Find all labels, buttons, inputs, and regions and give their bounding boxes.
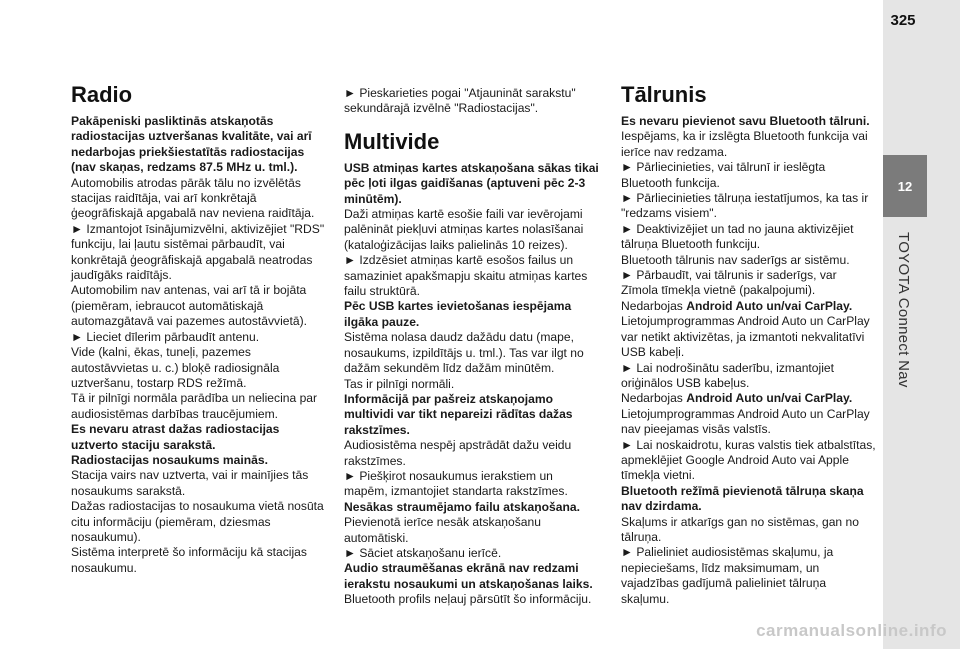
subheading: Pakāpeniski pasliktinās atskaņotās radiostacijas uztveršanas kvalitāte, vai arī nedarbojas priekšiestatītās radiostacijas (nav skaņas, redzams 87.5 MHz u. tml.).	[71, 114, 312, 175]
chapter-title: TOYOTA Connect Nav	[895, 232, 912, 388]
bold-run: Android Auto un/vai CarPlay.	[686, 391, 853, 406]
section-body-talrunis	[621, 114, 876, 607]
paragraph: ► Lieciet dīlerim pārbaudīt antenu.	[71, 329, 260, 344]
section-heading-multivide: Multivide	[344, 128, 440, 154]
paragraph-mixed	[621, 391, 876, 406]
paragraph: Iespējams, ka ir izslēgta Bluetooth funkcija vai ierīce nav redzama.	[621, 129, 868, 159]
paragraph: Vide (kalni, ēkas, tuneļi, pazemes autostāvvietas u. c.) bloķē radiosignāla uztveršanu, tostarp RDS režīmā.	[71, 345, 280, 390]
subheading: Es nevaru pievienot savu Bluetooth tālruni.	[621, 114, 870, 128]
paragraph: Bluetooth tālrunis nav saderīgs ar sistēmu.	[621, 252, 850, 267]
paragraph: ► Pārliecinieties, vai tālrunī ir ieslēgta Bluetooth funkcija.	[621, 160, 826, 190]
paragraph: Stacija vairs nav uztverta, vai ir mainījies tās nosaukums sarakstā.	[71, 468, 309, 498]
subheading: Informācijā par pašreiz atskaņojamo multividi var tikt nepareizi rādītas dažas rakstzīmes.	[344, 391, 573, 437]
paragraph: ► Pārbaudīt, vai tālrunis ir saderīgs, var Zīmola tīmekļa vietnē (pakalpojumi).	[621, 268, 837, 298]
paragraph: ► Deaktivizējiet un tad no jauna aktivizējiet tālruņa Bluetooth funkciju.	[621, 221, 854, 252]
paragraph: ► Izmantojot īsinājumizvēlni, aktivizējiet "RDS" funkciju, lai ļautu sistēmai pārbaudīt, vai konkrētajā ģeogrāfiskajā apgabalā neatrodas jaudīgāks raidītājs.	[71, 221, 325, 283]
section-body-radio-continued	[344, 86, 599, 117]
subheading: Pēc USB kartes ievietošanas iespējama ilgāka pauze.	[344, 299, 572, 329]
bold-run: Android Auto un/vai CarPlay.	[686, 298, 853, 313]
paragraph: Automobilis atrodas pārāk tālu no izvēlētās stacijas raidītāja, vai arī konkrētajā ģeogrāfiskajā apgabalā nav neviena raidītāja.	[71, 175, 315, 221]
paragraph: Skaļums ir atkarīgs gan no sistēmas, gan no tālruņa.	[621, 514, 859, 544]
paragraph: Sistēma nolasa daudz dažādu datu (mape, nosaukums, izpildītājs u. tml.). Tas var ilgt no dažām sekundēm līdz dažām minūtēm.	[344, 330, 584, 376]
paragraph: ► Pieskarieties pogai "Atjaunināt sarakstu" sekundārajā izvēlnē "Radiostacijas".	[344, 86, 576, 116]
paragraph: Lietojumprogrammas Android Auto un CarPlay var netikt aktivizētas, ja izmantoti nekvalitatīvi USB kabeļi.	[621, 314, 870, 360]
paragraph: ► Sāciet atskaņošanu ierīcē.	[344, 545, 502, 560]
section-body-radio	[71, 114, 329, 576]
paragraph: Bluetooth profils neļauj pārsūtīt šo informāciju.	[344, 592, 592, 607]
paragraph: Tā ir pilnīgi normāla parādība un neliecina par audiosistēmas darbības traucējumiem.	[71, 391, 318, 421]
paragraph: ► Pārliecinieties tālruņa iestatījumos, ka tas ir "redzams visiem".	[621, 191, 869, 221]
paragraph: Sistēma interpretē šo informāciju kā stacijas nosaukumu.	[71, 545, 307, 575]
paragraph: Pievienotā ierīce nesāk atskaņošanu automātiski.	[344, 515, 541, 545]
watermark: carmanualsonline.info	[756, 621, 947, 640]
section-body-multivide	[344, 161, 599, 608]
paragraph: ► Piešķirot nosaukumus ierakstiem un mapēm, izmantojiet standarta rakstzīmes.	[344, 468, 568, 499]
section-heading-radio: Radio	[71, 82, 133, 107]
subheading: Bluetooth režīmā pievienotā tālruņa skaņa nav dzirdama.	[621, 483, 864, 514]
paragraph: Daži atmiņas kartē esošie faili var ievērojami palēnināt piekļuvi atmiņas kartes nolasīšanai (kataloģizācijas laiks palielinās 10 reizes).	[344, 207, 584, 252]
section-heading-talrunis: Tālrunis	[621, 82, 707, 107]
paragraph: ► Palieliniet audiosistēmas skaļumu, ja nepieciešams, līdz maksimumam, un vajadzības gadījumā palieliniet tālruņa skaļumu.	[621, 545, 834, 606]
subheading: Audio straumēšanas ekrānā nav redzami ierakstu nosaukumi un atskaņošanas laiks.	[344, 561, 593, 591]
paragraph: Audiosistēma nespēj apstrādāt dažu veidu rakstzīmes.	[344, 438, 572, 468]
subheading: Nesākas straumējamo failu atskaņošana.	[344, 499, 580, 514]
column-phone	[621, 82, 876, 607]
subheading: Es nevaru atrast dažas radiostacijas uztverto staciju sarakstā.	[71, 422, 280, 452]
paragraph: ► Izdzēsiet atmiņas kartē esošos failus un samaziniet apakšmapju skaitu atmiņas kartes failu struktūrā.	[344, 253, 588, 299]
column-multimedia	[344, 86, 599, 608]
page-number: 325	[890, 12, 916, 29]
paragraph: ► Lai nodrošinātu saderību, izmantojiet oriģinālos USB kabeļus.	[621, 360, 834, 390]
paragraph: Lietojumprogrammas Android Auto un CarPlay nav pieejamas visās valstīs.	[621, 406, 870, 437]
paragraph-mixed	[621, 299, 876, 314]
paragraph: Automobilim nav antenas, vai arī tā ir bojāta (piemēram, iebraucot automātiskajā automazgātavā vai pazemes autostāvvietā).	[71, 283, 307, 329]
paragraph: ► Lai noskaidrotu, kuras valstis tiek atbalstītas, apmeklējiet Google Android Auto vai Apple tīmekļa vietni.	[621, 437, 876, 483]
paragraph: Dažas radiostacijas to nosaukuma vietā nosūta citu informāciju (piemēram, dziesmas nosaukumu).	[71, 499, 324, 544]
text-run: Nedarbojas	[621, 298, 687, 313]
chapter-number-badge: 12	[883, 155, 927, 217]
paragraph: Tas ir pilnīgi normāli.	[344, 376, 455, 391]
subheading: USB atmiņas kartes atskaņošana sākas tikai pēc ļoti ilgas gaidīšanas (aptuveni pēc 2-3 minūtēm).	[344, 160, 599, 206]
text-run: Nedarbojas	[621, 391, 687, 406]
subheading: Radiostacijas nosaukums mainās.	[71, 452, 268, 467]
column-radio	[71, 82, 329, 576]
